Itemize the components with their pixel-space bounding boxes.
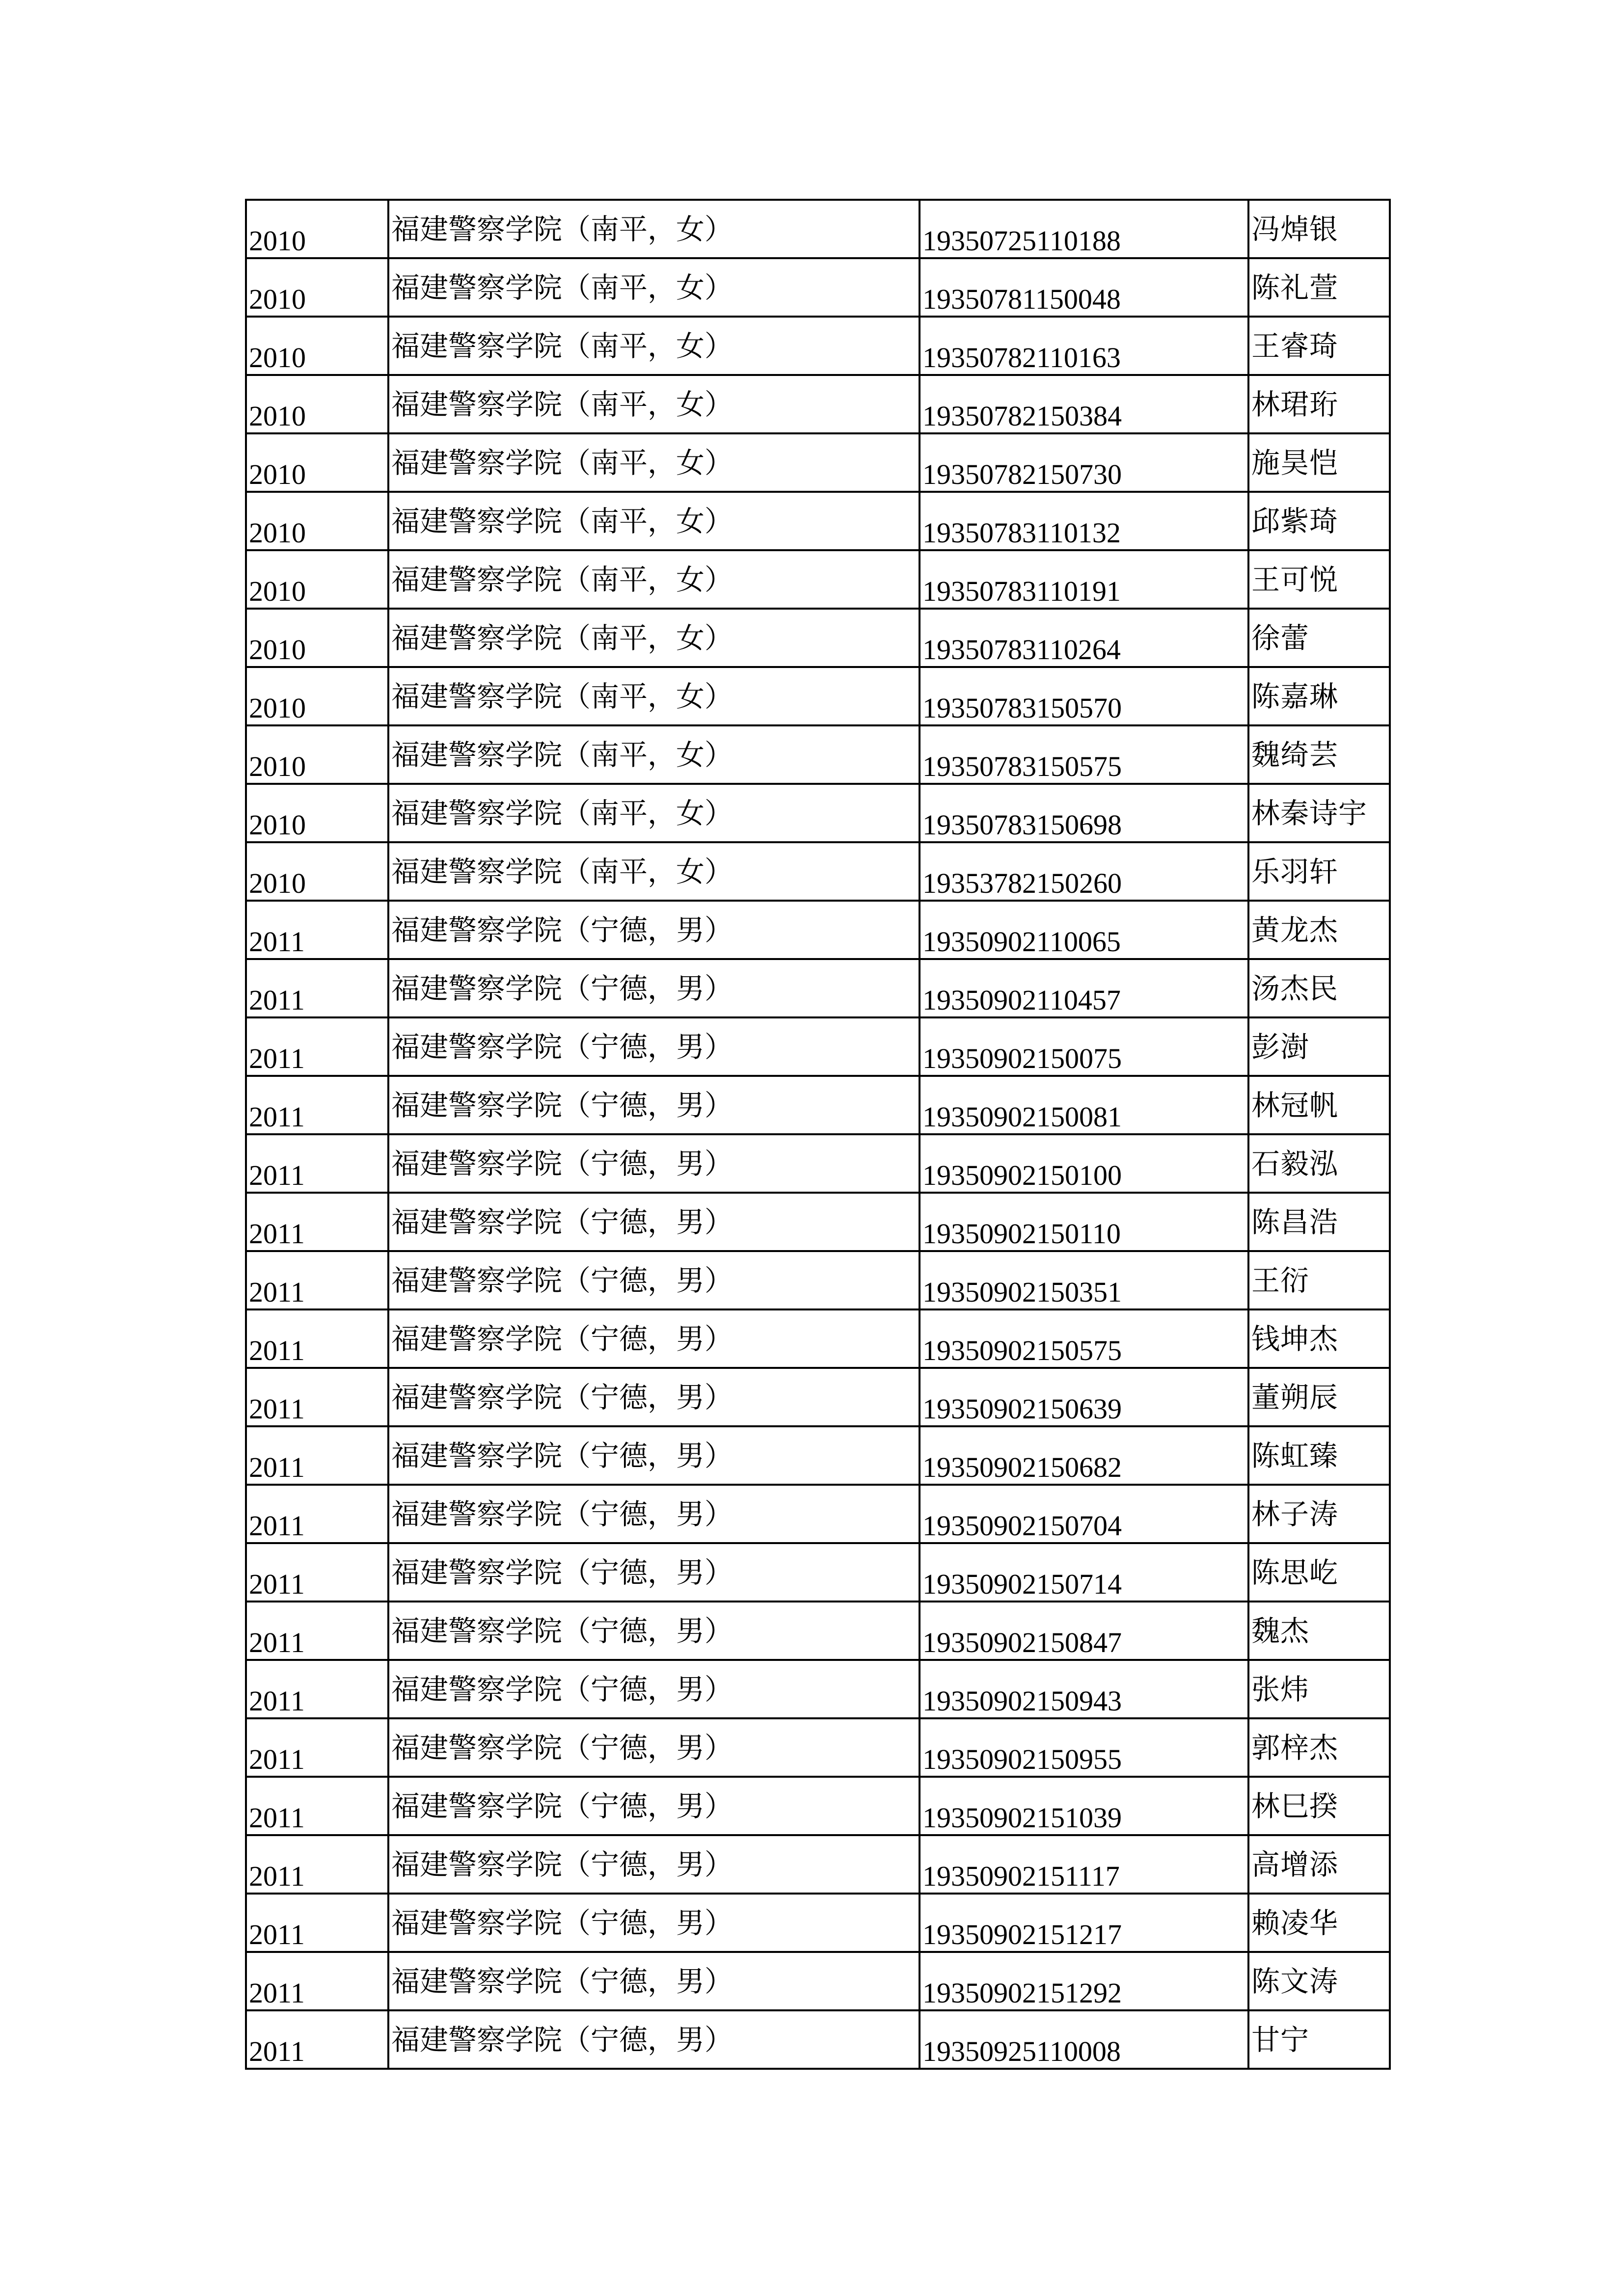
school-cell: 福建警察学院（南平，女）	[388, 375, 920, 433]
candidate-id-cell: 19350783110264	[920, 609, 1248, 667]
candidate-id-cell: 19350782150730	[920, 433, 1248, 492]
year-cell: 2011	[246, 1426, 388, 1485]
student-name-cell: 董朔辰	[1248, 1368, 1390, 1426]
student-name-cell: 陈文涛	[1248, 1952, 1390, 2010]
table-row	[246, 258, 1390, 317]
year-cell: 2011	[246, 1193, 388, 1251]
candidate-id-cell: 19350902151117	[920, 1835, 1248, 1894]
table-row	[246, 667, 1390, 725]
candidate-id-cell: 19350902150847	[920, 1602, 1248, 1660]
table-row	[246, 1485, 1390, 1543]
year-cell: 2011	[246, 1251, 388, 1309]
student-name-cell: 陈嘉琳	[1248, 667, 1390, 725]
candidate-id-cell: 19350902110457	[920, 959, 1248, 1017]
student-name-cell: 乐羽轩	[1248, 842, 1390, 901]
year-cell: 2011	[246, 901, 388, 959]
table-row	[246, 901, 1390, 959]
school-cell: 福建警察学院（南平，女）	[388, 200, 920, 258]
school-cell: 福建警察学院（宁德，男）	[388, 1134, 920, 1193]
candidate-id-cell: 19350781150048	[920, 258, 1248, 317]
table-row	[246, 1894, 1390, 1952]
year-cell: 2011	[246, 1309, 388, 1368]
table-row	[246, 1134, 1390, 1193]
table-row	[246, 375, 1390, 433]
student-name-cell: 彭澍	[1248, 1017, 1390, 1076]
school-cell: 福建警察学院（宁德，男）	[388, 2010, 920, 2069]
student-name-cell: 林子涛	[1248, 1485, 1390, 1543]
student-name-cell: 黄龙杰	[1248, 901, 1390, 959]
candidate-id-cell: 19350783110191	[920, 550, 1248, 609]
table-row	[246, 1952, 1390, 2010]
year-cell: 2010	[246, 842, 388, 901]
year-cell: 2010	[246, 725, 388, 784]
student-name-cell: 邱紫琦	[1248, 492, 1390, 550]
year-cell: 2011	[246, 1660, 388, 1718]
year-cell: 2011	[246, 1485, 388, 1543]
student-name-cell: 汤杰民	[1248, 959, 1390, 1017]
student-name-cell: 陈昌浩	[1248, 1193, 1390, 1251]
year-cell: 2011	[246, 1894, 388, 1952]
year-cell: 2010	[246, 550, 388, 609]
year-cell: 2011	[246, 1368, 388, 1426]
school-cell: 福建警察学院（宁德，男）	[388, 1368, 920, 1426]
table-row	[246, 200, 1390, 258]
year-cell: 2010	[246, 433, 388, 492]
school-cell: 福建警察学院（南平，女）	[388, 550, 920, 609]
student-name-cell: 施昊恺	[1248, 433, 1390, 492]
table-row	[246, 1309, 1390, 1368]
school-cell: 福建警察学院（宁德，男）	[388, 1076, 920, 1134]
candidate-id-cell: 19350902150682	[920, 1426, 1248, 1485]
table-row	[246, 842, 1390, 901]
school-cell: 福建警察学院（宁德，男）	[388, 1426, 920, 1485]
candidate-id-cell: 19350902110065	[920, 901, 1248, 959]
year-cell: 2011	[246, 1777, 388, 1835]
candidate-id-cell: 19350902150943	[920, 1660, 1248, 1718]
table-row	[246, 1777, 1390, 1835]
table-row	[246, 492, 1390, 550]
school-cell: 福建警察学院（宁德，男）	[388, 1835, 920, 1894]
candidate-id-cell: 19350902151292	[920, 1952, 1248, 2010]
table-row	[246, 317, 1390, 375]
school-cell: 福建警察学院（南平，女）	[388, 317, 920, 375]
school-cell: 福建警察学院（宁德，男）	[388, 901, 920, 959]
student-name-cell: 魏绮芸	[1248, 725, 1390, 784]
table-row	[246, 1076, 1390, 1134]
candidate-id-cell: 19350902150575	[920, 1309, 1248, 1368]
year-cell: 2010	[246, 609, 388, 667]
student-name-cell: 陈虹臻	[1248, 1426, 1390, 1485]
school-cell: 福建警察学院（南平，女）	[388, 842, 920, 901]
school-cell: 福建警察学院（宁德，男）	[388, 1952, 920, 2010]
candidate-id-cell: 19350902150100	[920, 1134, 1248, 1193]
school-cell: 福建警察学院（南平，女）	[388, 725, 920, 784]
school-cell: 福建警察学院（宁德，男）	[388, 1602, 920, 1660]
student-name-cell: 王睿琦	[1248, 317, 1390, 375]
school-cell: 福建警察学院（南平，女）	[388, 667, 920, 725]
student-name-cell: 甘宁	[1248, 2010, 1390, 2069]
year-cell: 2010	[246, 317, 388, 375]
year-cell: 2011	[246, 1017, 388, 1076]
student-name-cell: 林秦诗宇	[1248, 784, 1390, 842]
student-name-cell: 张炜	[1248, 1660, 1390, 1718]
student-name-cell: 赖凌华	[1248, 1894, 1390, 1952]
table-row	[246, 1017, 1390, 1076]
table-row	[246, 1835, 1390, 1894]
student-name-cell: 高增添	[1248, 1835, 1390, 1894]
candidate-id-cell: 19350782110163	[920, 317, 1248, 375]
school-cell: 福建警察学院（宁德，男）	[388, 1660, 920, 1718]
roster-body	[246, 200, 1390, 2069]
school-cell: 福建警察学院（宁德，男）	[388, 1777, 920, 1835]
school-cell: 福建警察学院（南平，女）	[388, 433, 920, 492]
school-cell: 福建警察学院（宁德，男）	[388, 1718, 920, 1777]
table-row	[246, 1660, 1390, 1718]
candidate-id-cell: 19350902150704	[920, 1485, 1248, 1543]
school-cell: 福建警察学院（南平，女）	[388, 492, 920, 550]
year-cell: 2010	[246, 375, 388, 433]
student-name-cell: 徐蕾	[1248, 609, 1390, 667]
candidate-id-cell: 19350783110132	[920, 492, 1248, 550]
year-cell: 2011	[246, 1134, 388, 1193]
table-row	[246, 1193, 1390, 1251]
student-name-cell: 魏杰	[1248, 1602, 1390, 1660]
admission-roster-table	[245, 199, 1391, 2070]
student-name-cell: 林珺珩	[1248, 375, 1390, 433]
year-cell: 2011	[246, 1543, 388, 1602]
school-cell: 福建警察学院（宁德，男）	[388, 1193, 920, 1251]
school-cell: 福建警察学院（宁德，男）	[388, 1485, 920, 1543]
student-name-cell: 石毅泓	[1248, 1134, 1390, 1193]
year-cell: 2011	[246, 1952, 388, 2010]
candidate-id-cell: 19350902151217	[920, 1894, 1248, 1952]
school-cell: 福建警察学院（宁德，男）	[388, 1309, 920, 1368]
table-row	[246, 609, 1390, 667]
school-cell: 福建警察学院（宁德，男）	[388, 1017, 920, 1076]
table-row	[246, 784, 1390, 842]
student-name-cell: 陈礼萱	[1248, 258, 1390, 317]
year-cell: 2010	[246, 200, 388, 258]
table-row	[246, 433, 1390, 492]
year-cell: 2011	[246, 1076, 388, 1134]
candidate-id-cell: 19350902150075	[920, 1017, 1248, 1076]
student-name-cell: 郭梓杰	[1248, 1718, 1390, 1777]
student-name-cell: 林冠帆	[1248, 1076, 1390, 1134]
student-name-cell: 王衍	[1248, 1251, 1390, 1309]
student-name-cell: 冯焯银	[1248, 200, 1390, 258]
year-cell: 2010	[246, 784, 388, 842]
table-row	[246, 1426, 1390, 1485]
candidate-id-cell: 19350783150570	[920, 667, 1248, 725]
school-cell: 福建警察学院（宁德，男）	[388, 959, 920, 1017]
table-row	[246, 1251, 1390, 1309]
table-row	[246, 2010, 1390, 2069]
candidate-id-cell: 19350902150639	[920, 1368, 1248, 1426]
year-cell: 2011	[246, 1602, 388, 1660]
candidate-id-cell: 19350783150698	[920, 784, 1248, 842]
table-row	[246, 1718, 1390, 1777]
student-name-cell: 王可悦	[1248, 550, 1390, 609]
year-cell: 2010	[246, 258, 388, 317]
school-cell: 福建警察学院（南平，女）	[388, 258, 920, 317]
candidate-id-cell: 19350782150384	[920, 375, 1248, 433]
year-cell: 2010	[246, 492, 388, 550]
candidate-id-cell: 19350925110008	[920, 2010, 1248, 2069]
candidate-id-cell: 19350902150081	[920, 1076, 1248, 1134]
table-row	[246, 959, 1390, 1017]
table-row	[246, 1368, 1390, 1426]
candidate-id-cell: 19353782150260	[920, 842, 1248, 901]
candidate-id-cell: 19350725110188	[920, 200, 1248, 258]
year-cell: 2011	[246, 959, 388, 1017]
school-cell: 福建警察学院（宁德，男）	[388, 1251, 920, 1309]
candidate-id-cell: 19350783150575	[920, 725, 1248, 784]
year-cell: 2011	[246, 1718, 388, 1777]
student-name-cell: 钱坤杰	[1248, 1309, 1390, 1368]
candidate-id-cell: 19350902150714	[920, 1543, 1248, 1602]
table-row	[246, 1602, 1390, 1660]
table-row	[246, 725, 1390, 784]
table-row	[246, 1543, 1390, 1602]
candidate-id-cell: 19350902150955	[920, 1718, 1248, 1777]
candidate-id-cell: 19350902150110	[920, 1193, 1248, 1251]
school-cell: 福建警察学院（南平，女）	[388, 609, 920, 667]
candidate-id-cell: 19350902151039	[920, 1777, 1248, 1835]
school-cell: 福建警察学院（宁德，男）	[388, 1894, 920, 1952]
school-cell: 福建警察学院（南平，女）	[388, 784, 920, 842]
year-cell: 2011	[246, 1835, 388, 1894]
school-cell: 福建警察学院（宁德，男）	[388, 1543, 920, 1602]
table-row	[246, 550, 1390, 609]
student-name-cell: 陈思屹	[1248, 1543, 1390, 1602]
year-cell: 2011	[246, 2010, 388, 2069]
student-name-cell: 林巳揆	[1248, 1777, 1390, 1835]
year-cell: 2010	[246, 667, 388, 725]
candidate-id-cell: 19350902150351	[920, 1251, 1248, 1309]
